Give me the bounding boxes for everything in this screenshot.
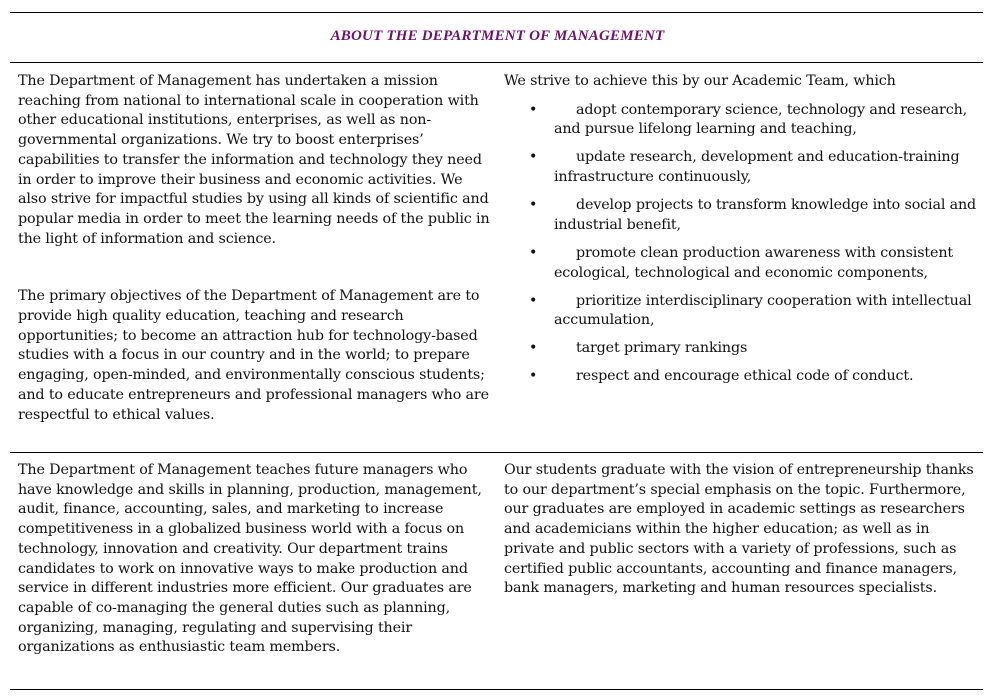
row-divider-rule xyxy=(10,452,983,453)
list-item-text: promote clean production awareness with consistent ecological, technological and economic components, xyxy=(554,244,953,281)
teaching-section xyxy=(18,461,494,658)
academic-team-list xyxy=(504,101,982,387)
academic-team-intro: We strive to achieve this by our Academic Team, which xyxy=(504,73,896,89)
graduates-section xyxy=(504,461,982,599)
academic-team-section xyxy=(504,72,982,395)
top-rule xyxy=(10,12,983,13)
objectives-paragraph: The primary objectives of the Department of Management are to provide high quality education, teaching and research opportunities; to become an attraction hub for technology-based studies with a focus in our country and in the world; to prepare engaging, open-minded, and environmentally conscious students; and to educate entrepreneurs and professional managers who are respectful to ethical values. xyxy=(18,288,489,423)
bullet-icon: • xyxy=(529,101,538,118)
teaching-paragraph: The Department of Management teaches future managers who have knowledge and skills in planning, production, management, audit, finance, accounting, sales, and marketing to increase competitiveness in a globalized business world with a focus on technology, innovation and creativity. Our department trains candidates to work on innovative ways to make production and service in different industries more efficient. Our graduates are capable of co-managing the general duties such as planning, organizing, managing, regulating and supervising their organizations as enthusiastic team members. xyxy=(18,462,482,656)
list-item xyxy=(504,292,982,331)
list-item xyxy=(504,367,982,387)
bullet-icon: • xyxy=(529,244,538,261)
mission-section xyxy=(18,72,494,425)
mission-paragraph: The Department of Management has undertaken a mission reaching from national to international scale in cooperation with other educational institutions, enterprises, as well as non-governmental organizations. We try to boost enterprises’ capabilities to transfer the information and technology they need in order to improve their business and economic activities. We also strive for impactful studies by using all kinds of scientific and popular media in order to meet the learning needs of the public in the light of information and science. xyxy=(18,73,490,247)
list-item xyxy=(504,244,982,283)
list-item-text: develop projects to transform knowledge into social and industrial benefit, xyxy=(554,197,977,233)
graduates-paragraph: Our students graduate with the vision of entrepreneurship thanks to our department’s special emphasis on the topic. Furthermore, our graduates are employed in academic settings as researchers and academicians within the higher education; as well as in private and public sectors with a variety of professions, such as certified public accountants, accounting and finance managers, bank managers, marketing and human resources specialists. xyxy=(504,462,974,597)
bullet-icon: • xyxy=(529,340,538,357)
header-bottom-rule xyxy=(10,62,983,63)
list-item-text: target primary rankings xyxy=(576,340,748,357)
list-item-text: prioritize interdisciplinary cooperation with intellectual accumulation, xyxy=(554,292,972,329)
bullet-icon: • xyxy=(529,292,538,309)
list-item-text: adopt contemporary science, technology and research, and pursue lifelong learning and teaching, xyxy=(554,101,968,138)
list-item xyxy=(504,101,982,140)
list-item-text: respect and encourage ethical code of conduct. xyxy=(576,368,914,385)
bullet-icon: • xyxy=(529,149,538,166)
page-title: ABOUT THE DEPARTMENT OF MANAGEMENT xyxy=(330,28,665,44)
list-item xyxy=(504,148,982,187)
list-item xyxy=(504,339,982,359)
bottom-rule xyxy=(10,689,983,690)
list-item-text: update research, development and education-training infrastructure continuously, xyxy=(554,149,960,186)
list-item xyxy=(504,196,982,235)
bullet-icon: • xyxy=(529,197,538,214)
bullet-icon: • xyxy=(529,368,538,385)
